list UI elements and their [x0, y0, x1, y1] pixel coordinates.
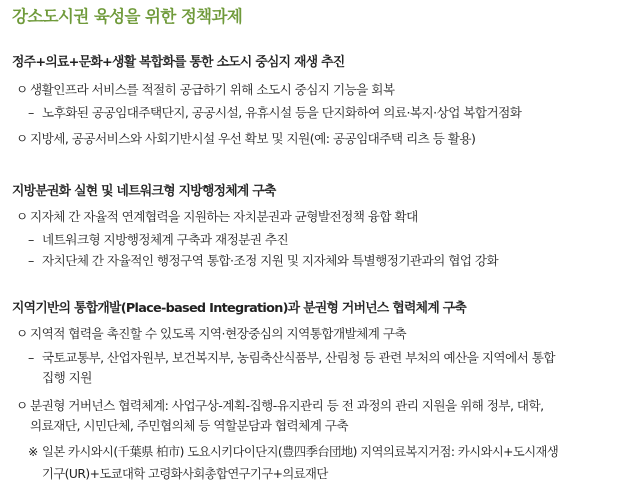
circle-bullet: ㅇ: [16, 82, 28, 97]
section-3-bullet-1: ㅇ 지역적 협력을 촉진할 수 있도록 지역·현장중심의 지역통합개발체계 구축: [16, 323, 406, 342]
dash-bullet: –: [28, 105, 34, 120]
section-3-bullet-2-cont: 의료재단, 시민단체, 주민협의체 등 역할분담과 협력체계 구축: [30, 418, 349, 433]
circle-bullet: ㅇ: [16, 398, 28, 413]
circle-bullet: ㅇ: [16, 326, 28, 341]
section-2-bullet-1: ㅇ 지자체 간 자율적 연계협력을 지원하는 자치분권과 균형발전정책 융합 확대: [16, 206, 418, 225]
section-1-bullet-2: ㅇ 지방세, 공공서비스와 사회기반시설 우선 확보 및 지원(예: 공공임대주택 리츠 등 활용): [16, 128, 475, 147]
page-title: 강소도시권 육성을 위한 정책과제: [12, 7, 243, 26]
section-2-dash-1: – 네트워크형 지방행정체계 구축과 재정분권 추진: [28, 232, 289, 247]
section-1-heading: 정주+의료+문화+생활 복합화를 통한 소도시 중심지 재생 추진: [12, 55, 345, 70]
section-3-dash-1: – 국토교통부, 산업자원부, 보건복지부, 농림축산식품부, 산림청 등 관련 부처의 예산을 지역에서 통합: [28, 350, 555, 365]
section-1-bullet-1: ㅇ 생활인프라 서비스를 적절히 공급하기 위해 소도시 중심지 기능을 회복: [16, 79, 394, 98]
dash-bullet: –: [28, 232, 34, 247]
section-3-note: ※ 일본 카시와시(千葉県 柏市) 도요시키다이단지(豊四季台団地) 지역의료복지거점: 카시와시+도시재생: [28, 445, 559, 459]
note-mark: ※: [28, 445, 38, 459]
dash-bullet: –: [28, 350, 34, 365]
section-1-dash-1: – 노후화된 공공임대주택단지, 공공시설, 유휴시설 등을 단지화하여 의료·복지·상업 복합거점화: [28, 105, 522, 120]
section-3-heading: 지역기반의 통합개발(Place-based Integration)과 분권형 거버넌스 협력체계 구축: [12, 301, 467, 316]
section-2-heading: 지방분권화 실현 및 네트워크형 지방행정체계 구축: [12, 184, 276, 199]
circle-bullet: ㅇ: [16, 131, 28, 146]
section-3-bullet-2: ㅇ 분권형 거버넌스 협력체계: 사업구상-계획-집행-유지관리 등 전 과정의 관리 지원을 위해 정부, 대학,: [16, 395, 544, 414]
section-3-note-cont: 기구(UR)+도쿄대학 고령화사회총합연구기구+의료재단: [42, 467, 328, 481]
circle-bullet: ㅇ: [16, 209, 28, 224]
dash-bullet: –: [28, 253, 34, 268]
section-3-dash-1-cont: 집행 지원: [42, 370, 92, 385]
section-2-dash-2: – 자치단체 간 자율적인 행정구역 통합·조정 지원 및 지자체와 특별행정기관과의 협업 강화: [28, 253, 499, 268]
